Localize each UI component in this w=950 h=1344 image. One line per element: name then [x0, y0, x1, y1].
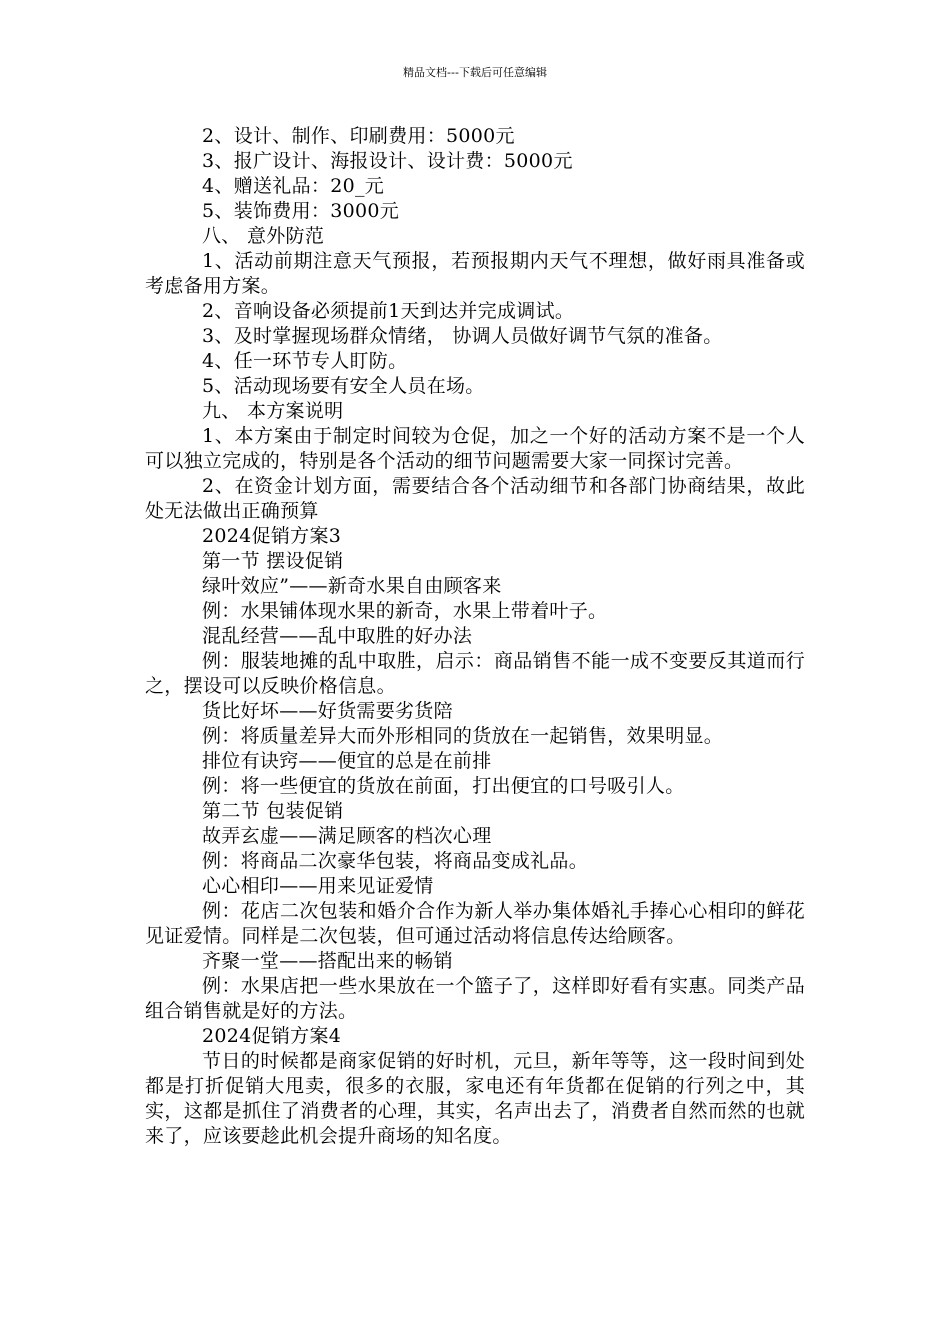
tactic-example: 例：水果店把一些水果放在一个篮子了，这样即好看有实惠。同类产品组合销售就是好的方法。 — [145, 975, 805, 1022]
tactic-example: 例：将商品二次豪华包装，将商品变成礼品。 — [202, 850, 589, 872]
tactic-heading: 故弄玄虚——满足顾客的档次心理 — [202, 825, 492, 847]
precaution-item-3: 3、及时掌握现场群众情绪， 协调人员做好调节气氛的准备。 — [202, 325, 723, 347]
budget-item-4: 4、赠送礼品：20_元 — [202, 175, 385, 197]
precaution-item-5: 5、活动现场要有安全人员在场。 — [202, 375, 485, 397]
document-body — [145, 124, 805, 1149]
explanation-item-2: 2、在资金计划方面，需要结合各个活动细节和各部门协商结果，故此处无法做出正确预算 — [145, 475, 805, 522]
budget-item-3: 3、报广设计、海报设计、设计费：5000元 — [202, 150, 573, 172]
plan-4-intro: 节日的时候都是商家促销的好时机，元旦，新年等等，这一段时间到处都是打折促销大甩卖，很多的衣服，家电还有年货都在促销的行列之中，其实，这都是抓住了消费者的心理，其实，名声出去了，消费者自然而然的也就来了，应该要趁此机会提升商场的知名度。 — [145, 1050, 805, 1147]
subsection-heading: 第一节 摆设促销 — [202, 550, 344, 572]
tactic-heading: 货比好坏——好货需要劣货陪 — [202, 700, 453, 722]
budget-item-5: 5、装饰费用：3000元 — [202, 200, 400, 222]
section-heading-8: 八、 意外防范 — [202, 225, 325, 247]
tactic-example: 例：将一些便宜的货放在前面，打出便宜的口号吸引人。 — [202, 775, 685, 797]
tactic-example: 例：服装地摊的乱中取胜，启示：商品销售不能一成不变要反其道而行之，摆设可以反映价格信息。 — [145, 650, 805, 697]
page-header: 精品文档---下载后可任意编辑 — [403, 66, 547, 79]
precaution-item-2: 2、音响设备必须提前1天到达并完成调试。 — [202, 300, 575, 322]
precaution-item-1: 1、活动前期注意天气预报，若预报期内天气不理想，做好雨具准备或考虑备用方案。 — [145, 250, 805, 297]
tactic-heading: 排位有诀窍——便宜的总是在前排 — [202, 750, 492, 772]
tactic-example: 例：将质量差异大而外形相同的货放在一起销售，效果明显。 — [202, 725, 724, 747]
explanation-item-1: 1、本方案由于制定时间较为仓促，加之一个好的活动方案不是一个人可以独立完成的，特别是各个活动的细节问题需要大家一同探讨完善。 — [145, 425, 805, 472]
tactic-heading: 齐聚一堂——搭配出来的畅销 — [202, 950, 453, 972]
tactic-example: 例：水果铺体现水果的新奇，水果上带着叶子。 — [202, 600, 608, 622]
budget-item-2: 2、设计、制作、印刷费用：5000元 — [202, 125, 515, 147]
tactic-heading: 绿叶效应”——新奇水果自由顾客来 — [202, 575, 502, 597]
subsection-heading: 第二节 包装促销 — [202, 800, 344, 822]
section-heading-9: 九、 本方案说明 — [202, 400, 344, 422]
precaution-item-4: 4、任一环节专人盯防。 — [202, 350, 408, 372]
tactic-example: 例：花店二次包装和婚介合作为新人举办集体婚礼手捧心心相印的鲜花见证爱情。同样是二次包装，但可通过活动将信息传达给顾客。 — [145, 900, 805, 947]
plan-3-title: 2024促销方案3 — [202, 525, 342, 547]
plan-4-title: 2024促销方案4 — [202, 1025, 342, 1047]
tactic-heading: 混乱经营——乱中取胜的好办法 — [202, 625, 473, 647]
tactic-heading: 心心相印——用来见证爱情 — [202, 875, 434, 897]
